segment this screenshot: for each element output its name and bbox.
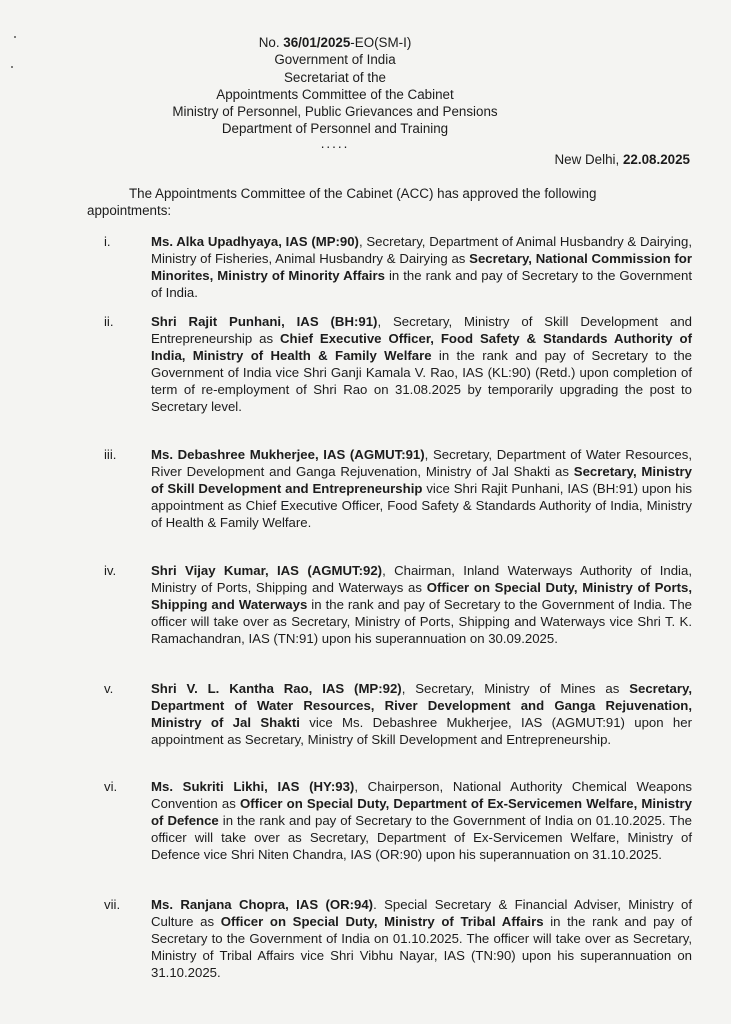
header-government: Government of India [274,52,396,68]
item-number: vii. [104,897,121,912]
letter-header [120,34,550,150]
item-text: Ms. Alka Upadhyaya, IAS (MP:90), Secretary, Department of Animal Husbandry & Dairying, Ministry of Fisheries, Animal Husbandry & Dairying as Secretary, National Commission for Minorites, Ministry of Minority Affairs in the rank and pay of Secretary to the Government of India. [151,234,693,301]
item-number: v. [104,681,114,696]
item-number: i. [104,234,111,249]
item-text: Shri Rajit Punhani, IAS (BH:91), Secretary, Ministry of Skill Development and Entrepreneurship as Chief Executive Officer, Food Safety & Standards Authority of India, Ministry of Health & Family Welfare in the rank and pay of Secretary to the Government of India vice Shri Ganji Kamala V. Rao, IAS (KL:90) (Retd.) upon completion of term of re-employment of Shri Rao on 31.08.2025 by temporarily upgrading the post to Secretary level. [151,314,692,415]
intro-line: The Appointments Committee of the Cabinet (ACC) has approved the following [129,186,597,201]
header-secretariat: Secretariat of the [284,69,386,85]
file-number: No. 36/01/2025-EO(SM-I) [258,35,412,50]
item-number: vi. [104,779,118,794]
item-text: Ms. Debashree Mukherjee, IAS (AGMUT:91), Secretary, Department of Water Resources, River Development and Ganga Rejuvenation, Ministry of Jal Shakti as Secretary, Ministry of Skill Development and Entrepreneurship vice Shri Rajit Punhani, IAS (BH:91) upon his appointment as Chief Executive Officer, Food Safety & Standards Authority of India, Ministry of Health & Family Welfare. [151,447,692,531]
header-dots: ..... [320,135,350,151]
item-text: Ms. Ranjana Chopra, IAS (OR:94). Special Secretary & Financial Adviser, Ministry of Culture as Officer on Special Duty, Ministry of Tribal Affairs in the rank and pay of Secretary to the Government of India on 01.10.2025. The officer will take over as Secretary, Ministry of Tribal Affairs vice Shri Vibhu Nayar, IAS (TN:90) upon his superannuation on 31.10.2025. [151,897,693,981]
item-text: Ms. Sukriti Likhi, IAS (HY:93), Chairperson, National Authority Chemical Weapons Convention as Officer on Special Duty, Department of Ex-Servicemen Welfare, Ministry of Defence in the rank and pay of Secretary to the Government of India on 01.10.2025. The officer will take over as Secretary, Department of Ex-Servicemen Welfare, Ministry of Defence vice Shri Niten Chandra, IAS (OR:90) upon his superannuation on 31.10.2025. [151,779,693,863]
header-ministry: Ministry of Personnel, Public Grievances and Pensions [172,104,498,120]
intro-line: appointments: [87,203,172,218]
item-number: ii. [104,314,114,329]
item-number: iv. [104,563,117,578]
item-text: Shri Vijay Kumar, IAS (AGMUT:92), Chairman, Inland Waterways Authority of India, Ministry of Ports, Shipping and Waterways as Officer on Special Duty, Ministry of Ports, Shipping and Waterways in the rank and pay of Secretary to the Government of India. The officer will take over as Secretary, Ministry of Ports, Shipping and Waterways vice Shri T. K. Ramachandran, IAS (TN:91) upon his superannuation on 30.09.2025. [151,563,692,647]
scan-speck [14,36,16,38]
dateline: New Delhi, 22.08.2025 [554,152,690,167]
intro-paragraph [87,185,687,219]
item-number: iii. [104,447,117,462]
header-department: Department of Personnel and Training [221,121,449,137]
scan-speck [11,66,13,68]
item-text: Shri V. L. Kantha Rao, IAS (MP:92), Secretary, Ministry of Mines as Secretary, Department of Water Resources, River Development and Ganga Rejuvenation, Ministry of Jal Shakti vice Ms. Debashree Mukherjee, IAS (AGMUT:91) upon her appointment as Secretary, Ministry of Skill Development and Entrepreneurship. [151,681,692,748]
header-committee: Appointments Committee of the Cabinet [216,86,454,102]
